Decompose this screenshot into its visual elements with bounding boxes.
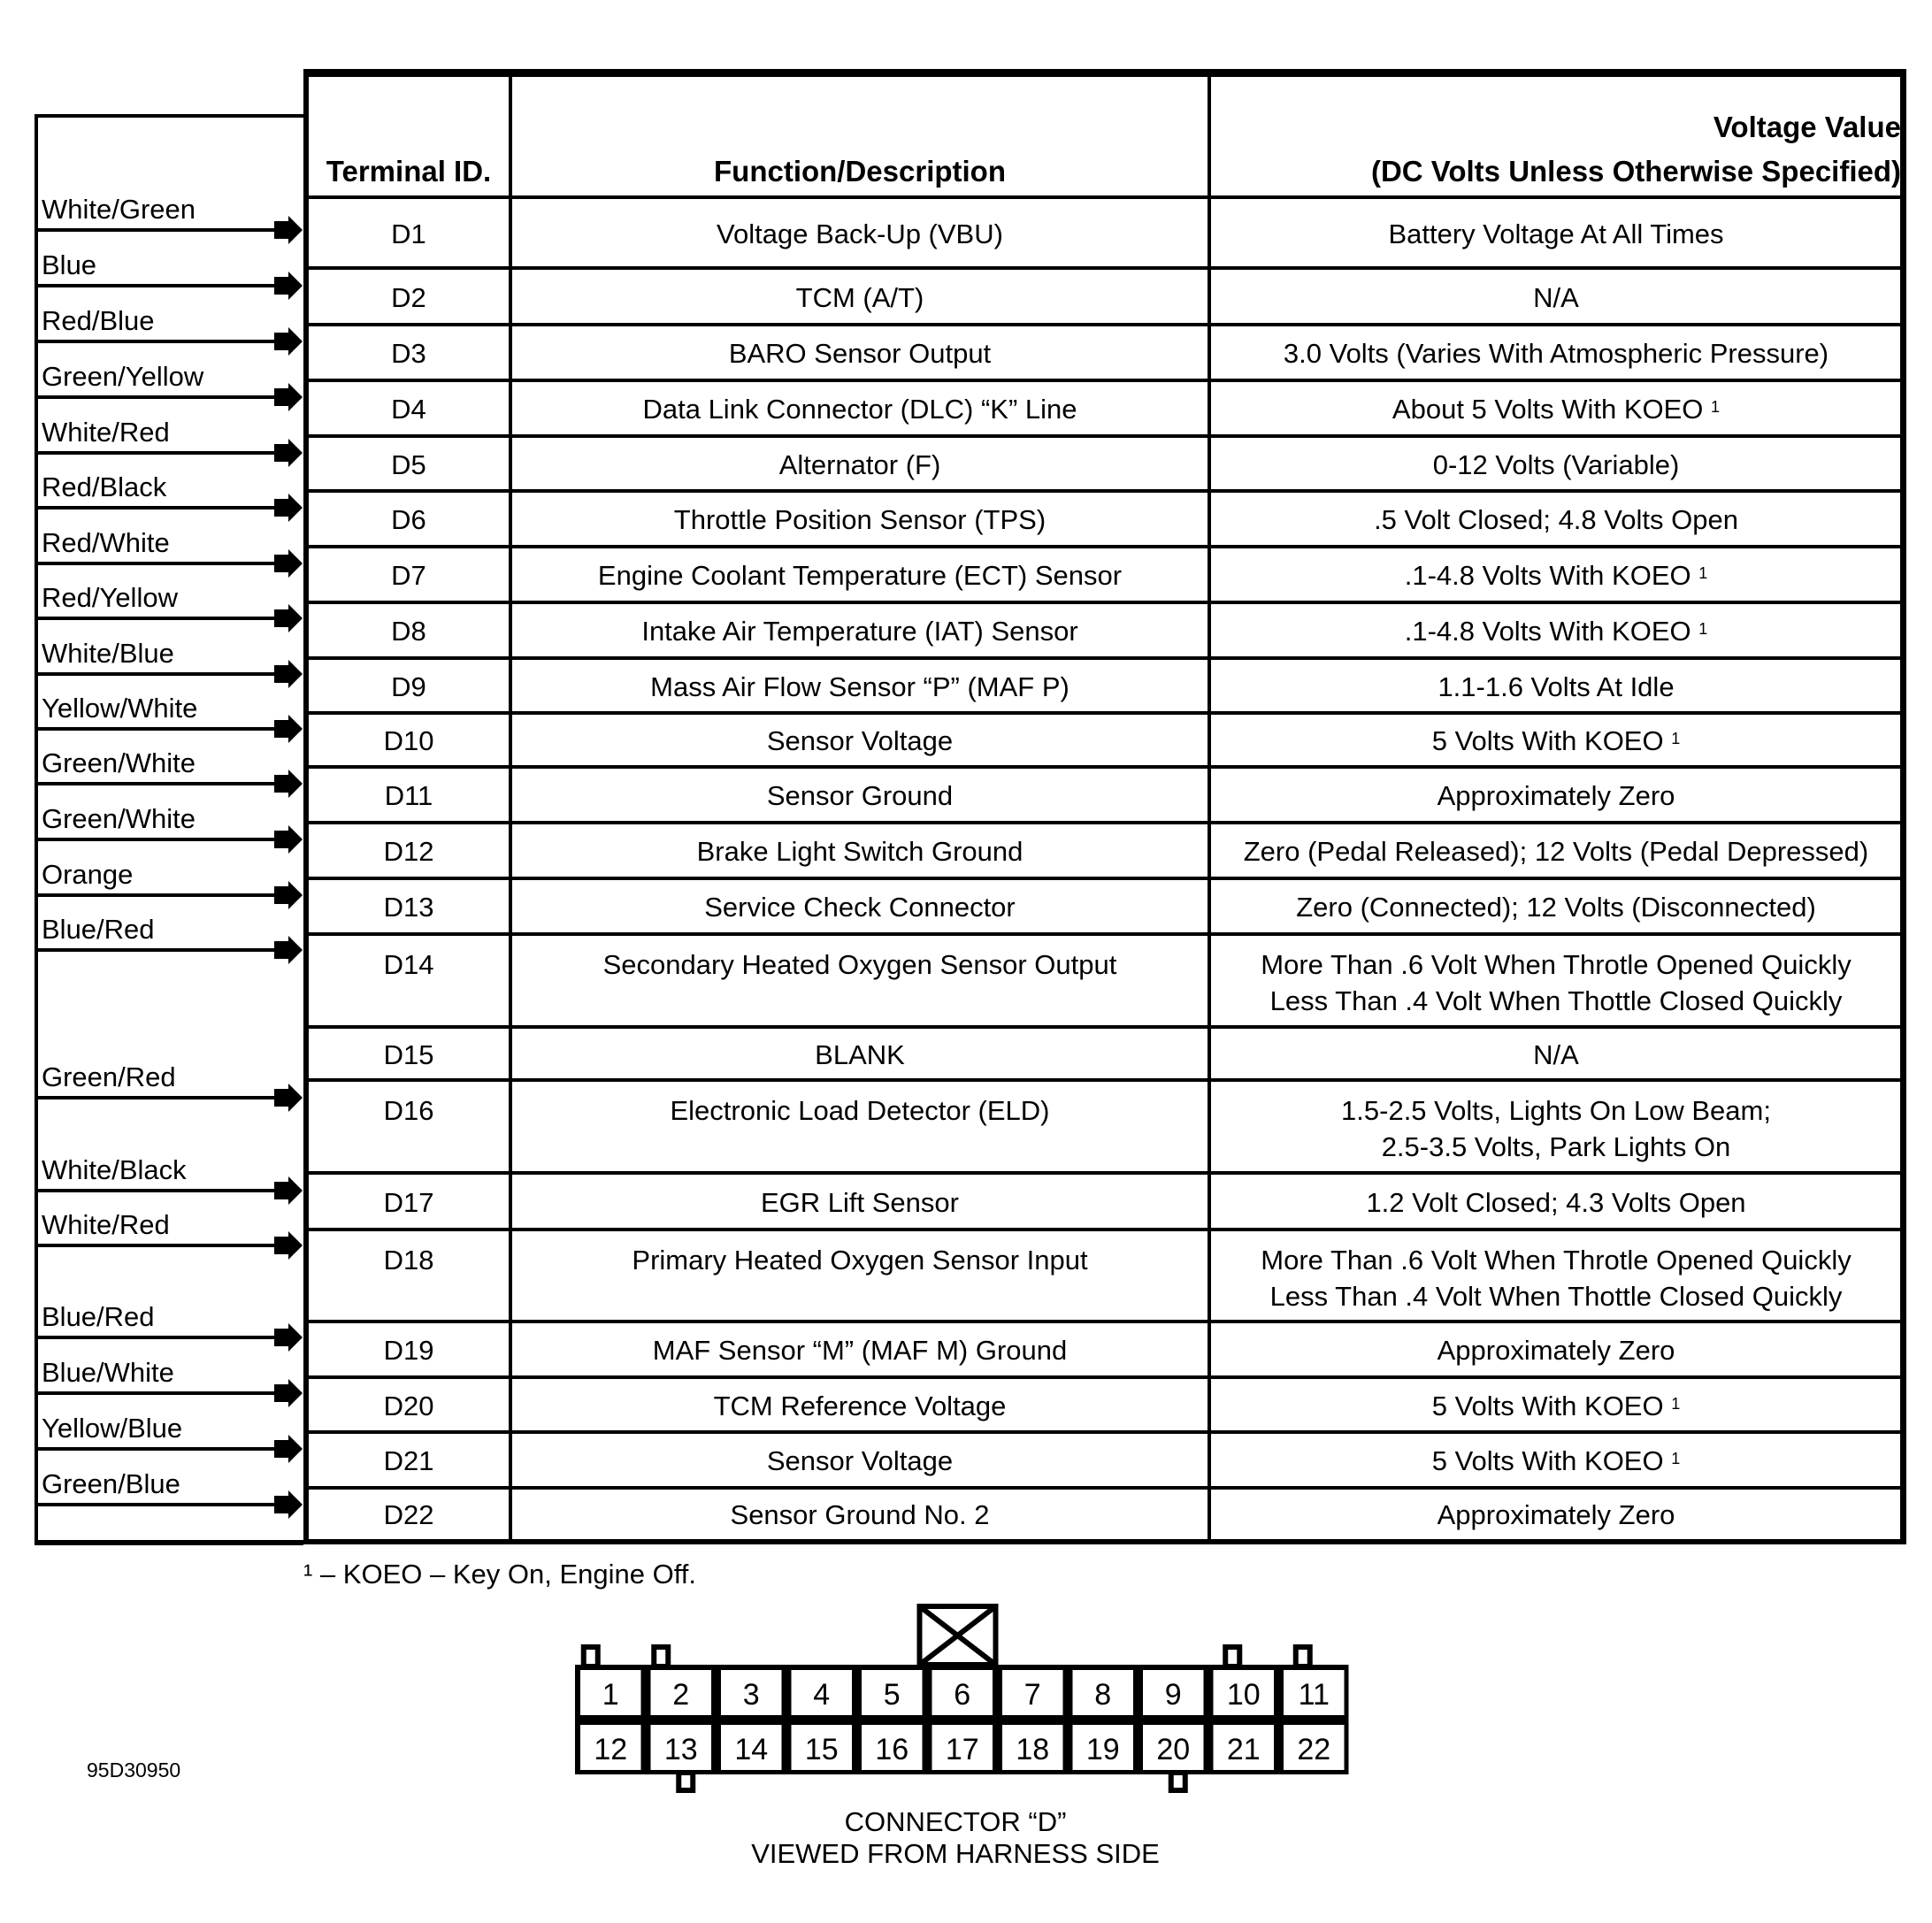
function-description: Engine Coolant Temperature (ECT) Sensor <box>597 560 1123 591</box>
voltage-cell <box>1211 936 1901 1025</box>
voltage-cell <box>1211 199 1901 268</box>
wire-color-label: White/Blue <box>42 638 174 669</box>
terminal-id-cell <box>309 1379 509 1432</box>
function-description: Data Link Connector (DLC) “K” Line <box>642 394 1077 425</box>
function-description: Service Check Connector <box>704 892 1016 923</box>
wire-line <box>38 1244 282 1247</box>
arrow-right-icon <box>274 715 303 743</box>
terminal-id-cell <box>309 1175 509 1230</box>
connector-pin-number: 12 <box>594 1733 628 1766</box>
wire-color-label: Blue/Red <box>42 1301 155 1332</box>
function-cell <box>512 1379 1208 1432</box>
voltage-cell <box>1211 1434 1901 1488</box>
connector-pin-number: 8 <box>1094 1678 1112 1712</box>
wire-line <box>38 1447 282 1451</box>
terminal-id-cell <box>309 769 509 823</box>
arrow-right-icon <box>274 825 303 854</box>
connector-pin-number: 13 <box>663 1733 698 1766</box>
function-description: Mass Air Flow Sensor “P” (MAF P) <box>650 670 1070 702</box>
voltage-value: Approximately Zero <box>1437 1335 1675 1366</box>
voltage-value: Approximately Zero <box>1437 1499 1675 1530</box>
wire-color-label: Green/Blue <box>42 1468 180 1499</box>
wire-color-label: White/Black <box>42 1154 187 1185</box>
voltage-line <box>1438 1497 1675 1533</box>
voltage-cell <box>1211 1231 1901 1320</box>
function-description: Secondary Heated Oxygen Sensor Output <box>602 949 1117 980</box>
function-cell <box>512 382 1208 436</box>
connector-pin-number: 9 <box>1164 1678 1182 1712</box>
wire-line <box>38 838 282 841</box>
wire-line <box>38 617 282 620</box>
wire-line <box>38 340 282 343</box>
wire-color-label: Green/White <box>42 747 196 778</box>
voltage-cell <box>1211 1490 1901 1540</box>
voltage-cell <box>1211 604 1901 658</box>
terminal-id: D21 <box>383 1445 434 1476</box>
terminal-id: D1 <box>391 218 426 249</box>
koeo-footnote-mark: 1 <box>1698 564 1708 582</box>
function-description: Voltage Back-Up (VBU) <box>717 218 1003 249</box>
connector-caption <box>690 1806 1221 1870</box>
function-cell <box>512 548 1208 602</box>
terminal-id: D15 <box>383 1038 434 1070</box>
voltage-value: 1.5-2.5 Volts, Lights On Low Beam; <box>1341 1095 1771 1126</box>
connector-pin-number: 5 <box>883 1678 901 1712</box>
terminal-id: D11 <box>384 780 433 811</box>
arrow-right-icon <box>274 1176 303 1205</box>
voltage-line <box>1533 280 1579 316</box>
connector-latch <box>1171 1773 1185 1790</box>
header-function-text: Function/Description <box>714 155 1006 188</box>
wire-line <box>38 506 282 509</box>
terminal-id-cell <box>309 1082 509 1171</box>
function-description: MAF Sensor “M” (MAF M) Ground <box>652 1335 1068 1366</box>
footnote: ¹ – KOEO – Key On, Engine Off. <box>303 1559 696 1590</box>
arrow-right-icon <box>274 439 303 467</box>
voltage-value: N/A <box>1533 281 1579 313</box>
function-description: Sensor Ground No. 2 <box>730 1499 990 1530</box>
connector-caption-line2: VIEWED FROM HARNESS SIDE <box>751 1838 1160 1869</box>
document-id: 95D30950 <box>87 1758 181 1781</box>
voltage-line <box>1432 1443 1681 1479</box>
terminal-id-cell <box>309 199 509 268</box>
wire-color-label: White/Red <box>42 1209 170 1240</box>
function-cell <box>512 604 1208 658</box>
function-cell <box>512 1231 1208 1320</box>
voltage-line <box>1438 778 1675 814</box>
voltage-line <box>1405 557 1708 594</box>
terminal-id: D13 <box>383 892 434 923</box>
voltage-value: 1.1-1.6 Volts At Idle <box>1438 670 1675 702</box>
function-cell <box>512 493 1208 547</box>
arrow-right-icon <box>274 272 303 300</box>
wire-line <box>38 562 282 565</box>
arrow-right-icon <box>274 549 303 578</box>
function-description: Primary Heated Oxygen Sensor Input <box>632 1245 1088 1276</box>
voltage-cell <box>1211 382 1901 436</box>
wire-line <box>38 948 282 952</box>
terminal-id: D10 <box>383 725 434 756</box>
function-description: Intake Air Temperature (IAT) Sensor <box>641 616 1078 647</box>
wire-color-label: Red/Black <box>42 471 167 502</box>
wire-line <box>38 284 282 287</box>
terminal-id-cell <box>309 1029 509 1080</box>
terminal-id-cell <box>309 548 509 602</box>
voltage-line <box>1533 1037 1579 1073</box>
terminal-id-cell <box>309 1490 509 1540</box>
wire-line <box>38 395 282 399</box>
arrow-right-icon <box>274 216 303 244</box>
header-voltage-line1: Voltage Value <box>1713 111 1901 143</box>
function-description: Throttle Position Sensor (TPS) <box>673 504 1046 535</box>
voltage-line <box>1341 1092 1771 1129</box>
function-cell <box>512 1490 1208 1540</box>
connector-latch <box>1296 1647 1310 1666</box>
terminal-id-cell <box>309 270 509 325</box>
function-cell <box>512 199 1208 268</box>
connector-latch <box>678 1773 693 1790</box>
function-cell <box>512 1029 1208 1080</box>
voltage-cell <box>1211 326 1901 380</box>
connector-pin-number: 1 <box>602 1678 619 1712</box>
voltage-value: .5 Volt Closed; 4.8 Volts Open <box>1374 504 1738 535</box>
terminal-id-cell <box>309 824 509 878</box>
connector-latch <box>584 1647 598 1666</box>
koeo-footnote-mark: 1 <box>1671 1394 1681 1413</box>
wire-line <box>38 727 282 731</box>
terminal-id-cell <box>309 660 509 713</box>
arrow-right-icon <box>274 881 303 909</box>
function-cell <box>512 1434 1208 1488</box>
terminal-id-cell <box>309 326 509 380</box>
function-description: Sensor Voltage <box>766 1445 954 1476</box>
wire-line <box>38 1336 282 1339</box>
voltage-cell <box>1211 1029 1901 1080</box>
voltage-line <box>1433 447 1680 483</box>
wire-line <box>38 1189 282 1192</box>
terminal-id-cell <box>309 936 509 1025</box>
connector-pin-number: 22 <box>1297 1733 1331 1766</box>
wire-color-label: Red/White <box>42 527 170 558</box>
voltage-value: 5 Volts With KOEO <box>1431 1390 1664 1421</box>
voltage-line <box>1284 335 1828 372</box>
terminal-id: D16 <box>383 1095 434 1126</box>
function-description: TCM (A/T) <box>795 281 924 313</box>
connector-pin-number: 20 <box>1156 1733 1191 1766</box>
terminal-id: D3 <box>391 338 426 369</box>
terminal-id: D5 <box>391 448 426 480</box>
terminal-id-cell <box>309 604 509 658</box>
wire-color-label: Green/White <box>42 803 196 834</box>
voltage-value: Battery Voltage At All Times <box>1388 218 1724 249</box>
voltage-cell <box>1211 660 1901 713</box>
terminal-id-cell <box>309 715 509 767</box>
header-voltage <box>1211 77 1901 197</box>
voltage-line <box>1366 1184 1745 1221</box>
function-description: TCM Reference Voltage <box>713 1390 1007 1421</box>
terminal-id-cell <box>309 438 509 491</box>
voltage-line <box>1432 723 1681 759</box>
wire-color-label: Orange <box>42 859 134 890</box>
voltage-cell <box>1211 769 1901 823</box>
terminal-id-cell <box>309 1323 509 1377</box>
voltage-line <box>1296 889 1816 925</box>
voltage-value: More Than .6 Volt When Throtle Opened Quickly <box>1261 1245 1852 1276</box>
voltage-cell <box>1211 438 1901 491</box>
wire-line <box>38 1391 282 1395</box>
function-cell <box>512 438 1208 491</box>
terminal-id: D8 <box>391 616 426 647</box>
voltage-value: 1.2 Volt Closed; 4.3 Volts Open <box>1366 1186 1746 1218</box>
wire-line <box>38 893 282 897</box>
function-description: BARO Sensor Output <box>728 338 992 369</box>
connector-pin-number: 17 <box>945 1733 979 1766</box>
voltage-cell <box>1211 1323 1901 1377</box>
function-description: Alternator (F) <box>778 448 941 480</box>
voltage-value: .1-4.8 Volts With KOEO <box>1404 616 1691 647</box>
voltage-line <box>1270 983 1843 1019</box>
connector-latch <box>1225 1647 1239 1666</box>
arrow-right-icon <box>274 383 303 411</box>
voltage-line <box>1392 391 1720 427</box>
terminal-id: D2 <box>391 281 426 313</box>
voltage-value: About 5 Volts With KOEO <box>1392 394 1704 425</box>
wire-line <box>38 672 282 676</box>
wire-line <box>38 782 282 785</box>
connector-pin-number: 11 <box>1298 1678 1330 1712</box>
voltage-line <box>1270 1278 1843 1314</box>
terminal-id: D17 <box>383 1186 434 1218</box>
voltage-value: Zero (Connected); 12 Volts (Disconnected) <box>1296 892 1816 923</box>
connector-pin-number: 3 <box>742 1678 760 1712</box>
header-terminal-id <box>309 77 509 197</box>
voltage-cell <box>1211 880 1901 934</box>
connector-latch <box>654 1647 668 1666</box>
connector-pin-number: 21 <box>1226 1733 1261 1766</box>
wire-color-label: White/Red <box>42 417 170 448</box>
arrow-right-icon <box>274 1323 303 1352</box>
wire-line <box>38 228 282 232</box>
wire-color-label: White/Green <box>42 194 196 225</box>
arrow-right-icon <box>274 1490 303 1519</box>
voltage-line <box>1374 502 1738 538</box>
connector-pin-number: 15 <box>804 1733 839 1766</box>
wire-color-label: Green/Red <box>42 1061 176 1092</box>
koeo-footnote-mark: 1 <box>1711 398 1721 416</box>
terminal-id-cell <box>309 1434 509 1488</box>
voltage-value: .1-4.8 Volts With KOEO <box>1404 560 1691 591</box>
terminal-id: D19 <box>383 1335 434 1366</box>
connector-pin-number: 2 <box>672 1678 690 1712</box>
function-cell <box>512 880 1208 934</box>
function-cell <box>512 1175 1208 1230</box>
terminal-id: D14 <box>383 949 434 980</box>
terminal-id: D9 <box>391 670 426 702</box>
voltage-cell <box>1211 548 1901 602</box>
voltage-cell <box>1211 1379 1901 1432</box>
voltage-cell <box>1211 824 1901 878</box>
voltage-value: Approximately Zero <box>1437 780 1675 811</box>
voltage-line <box>1382 1129 1731 1165</box>
arrow-right-icon <box>274 660 303 688</box>
terminal-id: D22 <box>383 1499 434 1530</box>
function-description: Electronic Load Detector (ELD) <box>670 1095 1050 1126</box>
function-cell <box>512 660 1208 713</box>
function-cell <box>512 1323 1208 1377</box>
function-cell <box>512 936 1208 1025</box>
function-description: Sensor Voltage <box>766 725 954 756</box>
voltage-cell <box>1211 270 1901 325</box>
wire-color-label: Green/Yellow <box>42 361 204 392</box>
voltage-line <box>1432 1388 1681 1424</box>
voltage-line <box>1261 946 1851 983</box>
voltage-line <box>1438 1332 1675 1368</box>
terminal-id-cell <box>309 493 509 547</box>
voltage-line <box>1405 613 1708 649</box>
terminal-id-cell <box>309 880 509 934</box>
koeo-footnote-mark: 1 <box>1698 620 1708 638</box>
voltage-cell <box>1211 1082 1901 1171</box>
terminal-id: D6 <box>391 504 426 535</box>
connector-d-diagram <box>566 1601 1362 1804</box>
koeo-footnote-mark: 1 <box>1671 730 1681 747</box>
wire-color-label: Yellow/Blue <box>42 1413 183 1444</box>
function-cell <box>512 326 1208 380</box>
wire-line <box>38 1096 282 1099</box>
terminal-id-cell <box>309 1231 509 1320</box>
function-cell <box>512 769 1208 823</box>
connector-pin-number: 19 <box>1085 1733 1120 1766</box>
terminal-id-cell <box>309 382 509 436</box>
function-cell <box>512 715 1208 767</box>
voltage-value: N/A <box>1533 1038 1579 1070</box>
connector-pin-number: 4 <box>813 1678 831 1712</box>
function-description: BLANK <box>815 1038 905 1070</box>
terminal-id: D7 <box>391 560 426 591</box>
header-voltage-line2: (DC Volts Unless Otherwise Specified) <box>1370 155 1901 188</box>
connector-pin-number: 14 <box>734 1733 769 1766</box>
wire-color-label: Blue <box>42 249 97 280</box>
arrow-right-icon <box>274 1435 303 1463</box>
voltage-value: Less Than .4 Volt When Thottle Closed Quickly <box>1269 1281 1843 1312</box>
arrow-right-icon <box>274 770 303 798</box>
arrow-right-icon <box>274 1379 303 1407</box>
function-cell <box>512 270 1208 325</box>
wire-line <box>38 451 282 455</box>
terminal-id: D12 <box>383 836 434 867</box>
voltage-value: 2.5-3.5 Volts, Park Lights On <box>1381 1131 1731 1162</box>
arrow-right-icon <box>274 604 303 632</box>
terminal-table <box>303 69 1906 1544</box>
voltage-value: 0-12 Volts (Variable) <box>1432 448 1680 480</box>
arrow-right-icon <box>274 1231 303 1260</box>
arrow-right-icon <box>274 1084 303 1112</box>
function-description: EGR Lift Sensor <box>761 1186 959 1218</box>
arrow-right-icon <box>274 494 303 522</box>
voltage-line <box>1388 216 1723 252</box>
connector-pin-number: 18 <box>1016 1733 1050 1766</box>
function-description: Brake Light Switch Ground <box>696 836 1024 867</box>
function-cell <box>512 824 1208 878</box>
arrow-right-icon <box>274 936 303 964</box>
function-cell <box>512 1082 1208 1171</box>
connector-pin-number: 16 <box>875 1733 909 1766</box>
voltage-cell <box>1211 715 1901 767</box>
header-function <box>512 77 1208 197</box>
arrow-right-icon <box>274 327 303 356</box>
connector-pin-number: 10 <box>1226 1678 1261 1712</box>
header-terminal-id-text: Terminal ID. <box>326 155 492 188</box>
voltage-value: More Than .6 Volt When Throtle Opened Quickly <box>1261 949 1852 980</box>
voltage-value: 5 Volts With KOEO <box>1431 725 1664 756</box>
voltage-cell <box>1211 1175 1901 1230</box>
wire-color-label: Blue/White <box>42 1357 174 1388</box>
terminal-id: D18 <box>383 1245 434 1276</box>
voltage-line <box>1261 1242 1851 1278</box>
wire-color-label: Blue/Red <box>42 914 155 945</box>
voltage-value: 3.0 Volts (Varies With Atmospheric Pressure) <box>1283 338 1829 369</box>
voltage-line <box>1244 833 1868 870</box>
terminal-id: D4 <box>391 394 426 425</box>
wire-line <box>38 1503 282 1506</box>
connector-caption-line1: CONNECTOR “D” <box>844 1806 1067 1837</box>
function-description: Sensor Ground <box>766 780 954 811</box>
voltage-value: 5 Volts With KOEO <box>1431 1445 1664 1476</box>
wire-color-label: Yellow/White <box>42 693 198 724</box>
voltage-cell <box>1211 493 1901 547</box>
voltage-value: Zero (Pedal Released); 12 Volts (Pedal Depressed) <box>1243 836 1869 867</box>
wire-color-label: Red/Blue <box>42 305 155 336</box>
voltage-value: Less Than .4 Volt When Thottle Closed Quickly <box>1269 985 1843 1016</box>
koeo-footnote-mark: 1 <box>1671 1450 1681 1467</box>
terminal-id: D20 <box>383 1390 434 1421</box>
connector-pin-number: 7 <box>1024 1678 1041 1712</box>
wire-color-label: Red/Yellow <box>42 582 178 613</box>
voltage-line <box>1438 669 1674 705</box>
connector-pin-number: 6 <box>954 1678 971 1712</box>
